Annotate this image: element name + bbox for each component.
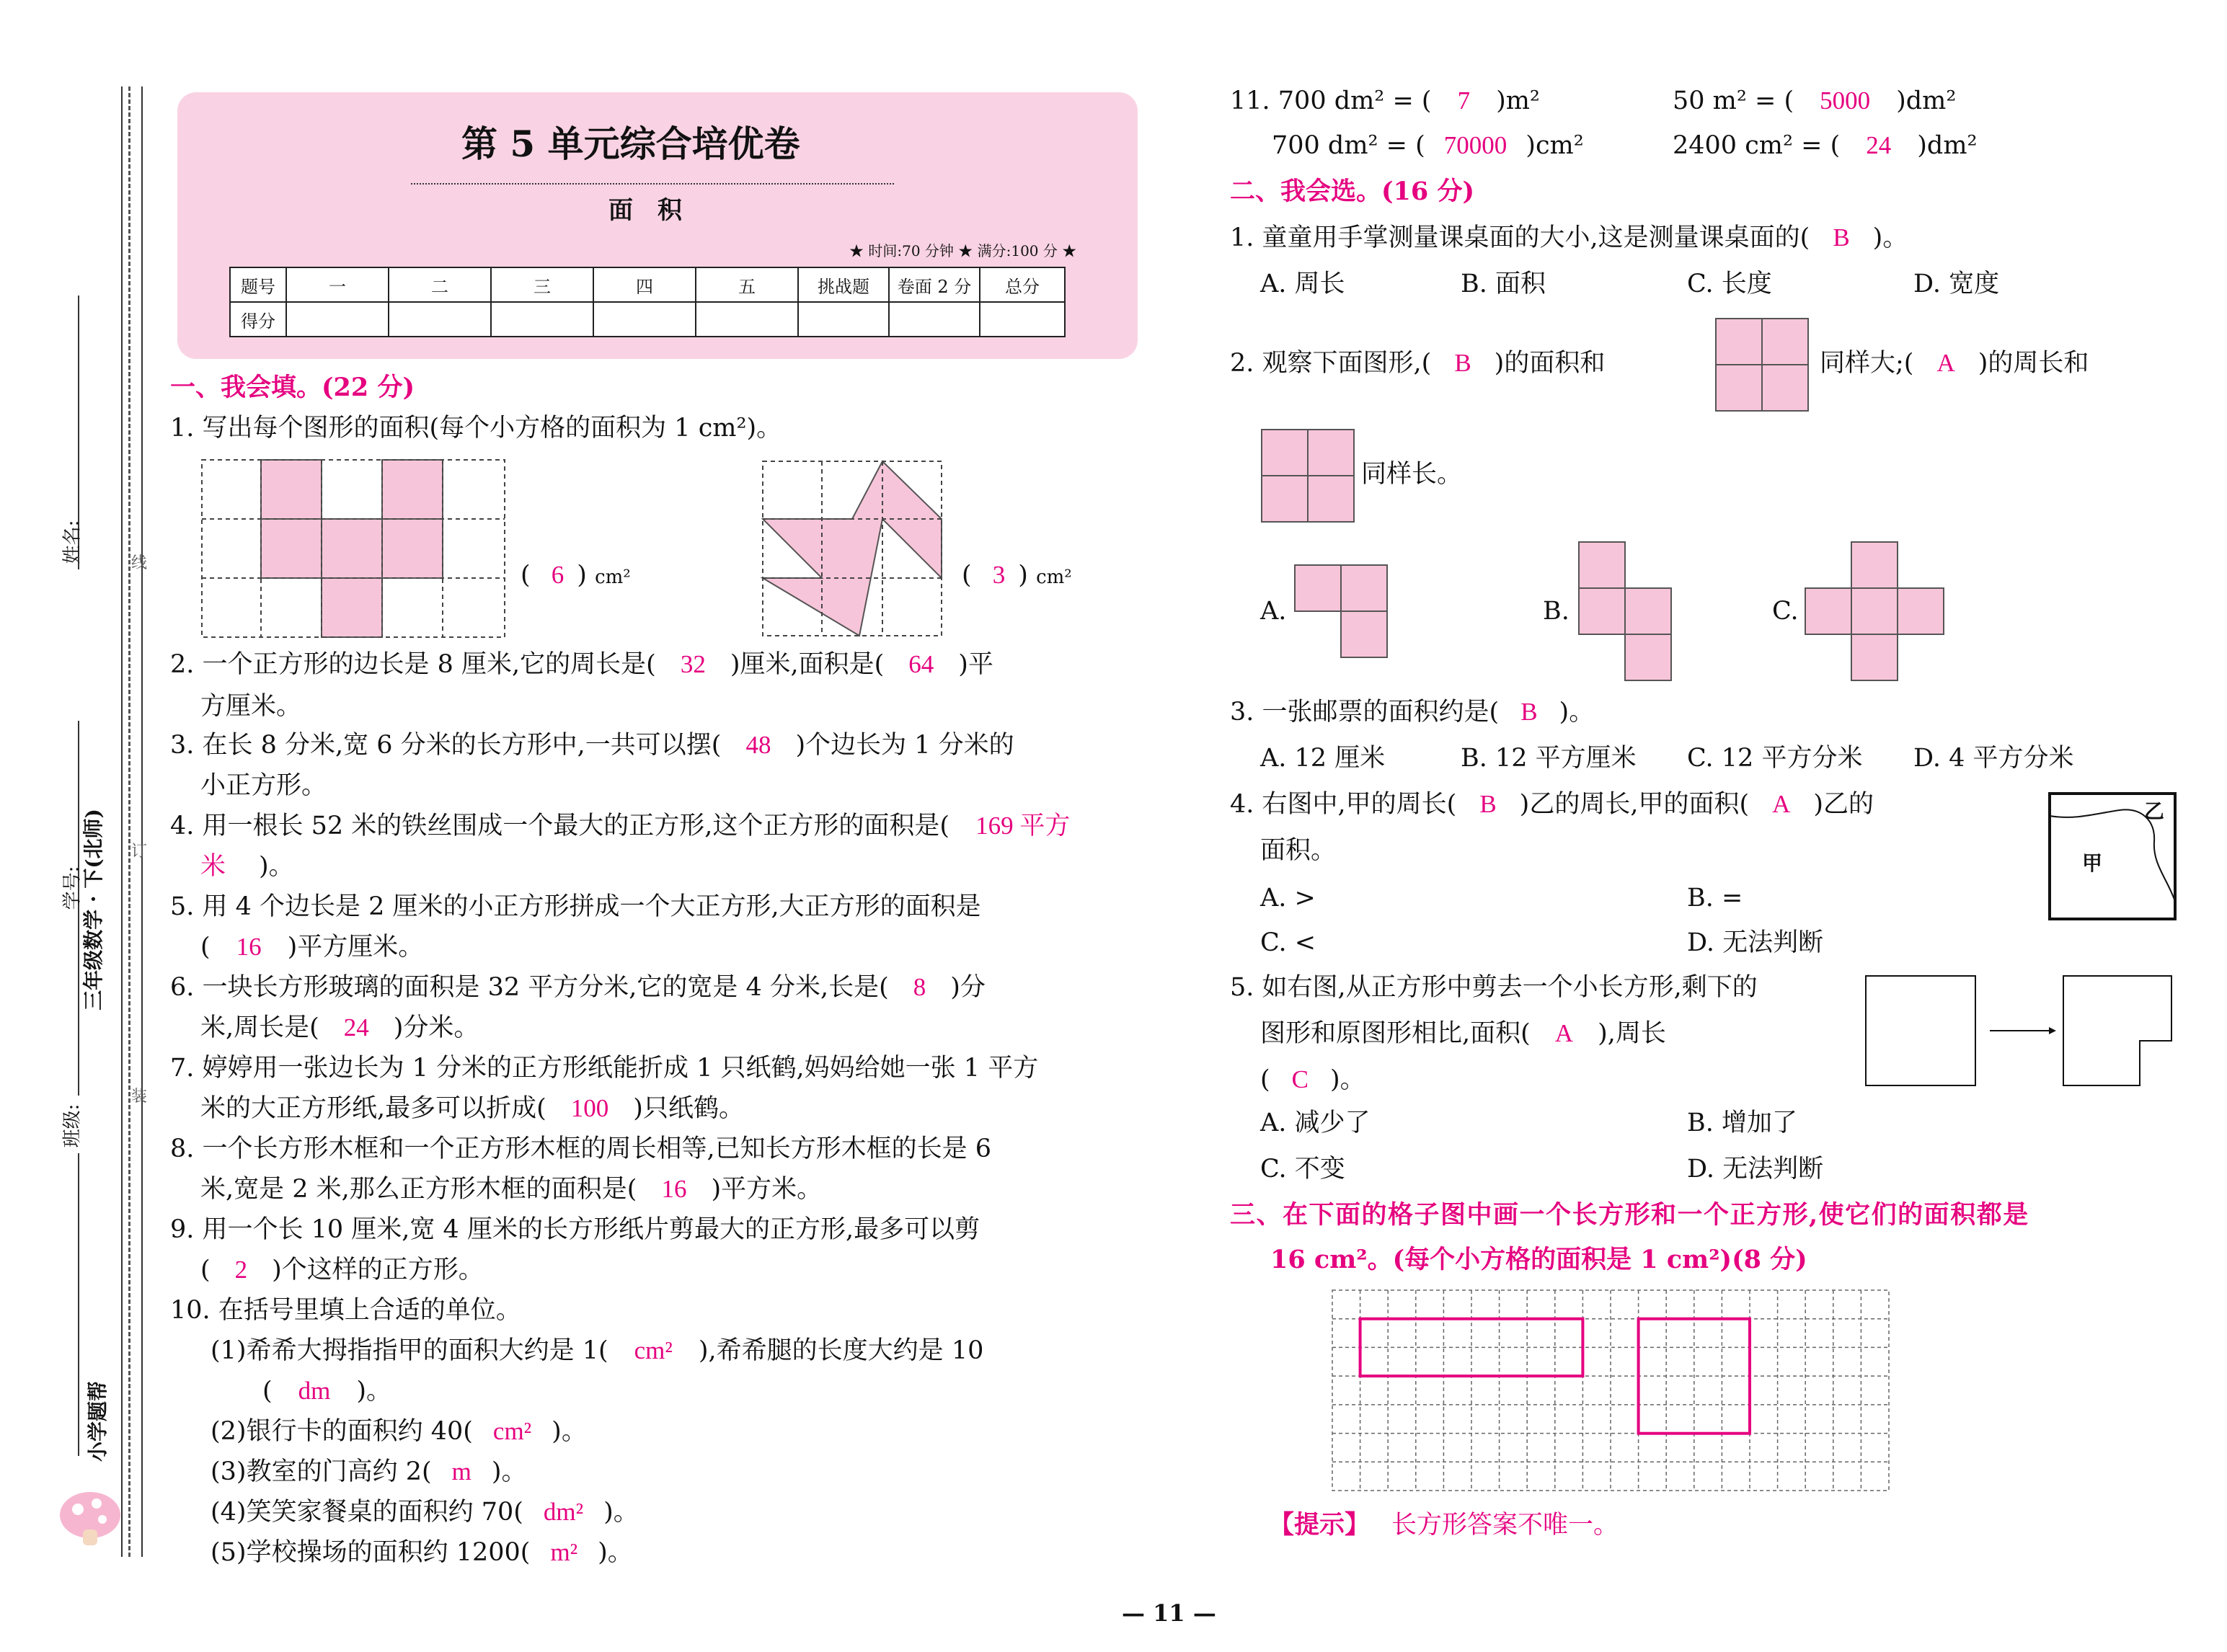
text: ( xyxy=(1260,1065,1270,1094)
score-header: 一 xyxy=(286,267,389,302)
q2-2-square-icon-2 xyxy=(1260,428,1357,525)
answer: m² xyxy=(550,1538,578,1566)
text: )的周长和 xyxy=(1978,349,2089,378)
brand-label: 小学题帮 xyxy=(86,1380,110,1462)
q2-3-opt-b[interactable]: B. 12 平方厘米 xyxy=(1461,744,1637,773)
text: )个这样的正方形。 xyxy=(272,1256,484,1284)
hint-label: 【提示】 xyxy=(1269,1510,1371,1540)
text: 米的大正方形纸,最多可以折成( xyxy=(200,1094,546,1123)
section-1-heading: 一、我会填。(22 分) xyxy=(170,373,415,402)
q2-3-opt-d[interactable]: D. 4 平方分米 xyxy=(1913,744,2074,773)
hint-text: 长方形答案不唯一。 xyxy=(1391,1511,1619,1540)
student-id-label: 学号: xyxy=(61,866,84,910)
text: ( xyxy=(200,933,211,962)
text: )。 xyxy=(356,1377,392,1405)
q1-figure-1 xyxy=(200,458,510,639)
q2-4-opt-a[interactable]: A. > xyxy=(1260,884,1316,912)
text: 11. 700 dm² = ( xyxy=(1230,86,1432,115)
q1-10: 10. 在括号里填上合适的单位。 xyxy=(170,1296,521,1325)
score-header: 五 xyxy=(696,267,798,302)
text: (4)笑笑家餐桌的面积约 70( xyxy=(211,1498,523,1527)
answer: A xyxy=(1554,1019,1574,1047)
answer: m xyxy=(451,1457,471,1486)
answer: cm² xyxy=(634,1336,673,1364)
text: )分 xyxy=(950,973,986,1002)
text: )。 xyxy=(1559,698,1595,727)
score-cell[interactable] xyxy=(491,302,593,337)
q1-10-5 xyxy=(211,1537,633,1568)
q1-6 xyxy=(170,972,986,1003)
text: (1)希希大拇指指甲的面积大约是 1( xyxy=(211,1336,608,1365)
q2-3-opt-a[interactable]: A. 12 厘米 xyxy=(1260,744,1386,773)
q1-4 xyxy=(170,810,1070,842)
mushroom-logo xyxy=(50,1485,130,1550)
text: ( xyxy=(200,1256,211,1284)
answer: 32 xyxy=(680,650,706,678)
page-number: — 11 — xyxy=(1122,1599,1216,1627)
q1-figure-2 xyxy=(760,458,947,639)
text: )平方米。 xyxy=(711,1175,823,1204)
score-table xyxy=(229,267,1066,337)
cut-char-3: 装 xyxy=(131,1088,148,1106)
text: )。 xyxy=(259,852,294,881)
q2-2 xyxy=(1230,347,1605,379)
q1-7-cont xyxy=(200,1093,744,1124)
answer: 8 xyxy=(913,973,926,1001)
answer: A xyxy=(1936,349,1955,377)
answer: 64 xyxy=(908,650,934,678)
q1-10-3 xyxy=(211,1456,527,1488)
q2-1 xyxy=(1230,222,1908,254)
score-cell[interactable] xyxy=(696,302,798,337)
text: )。 xyxy=(552,1417,587,1446)
q2-3 xyxy=(1230,696,1594,728)
q2-2-cont xyxy=(1820,347,2089,379)
text: 4. 右图中,甲的周长( xyxy=(1230,790,1457,819)
text: 6. 一块长方形玻璃的面积是 32 平方分米,它的宽是 4 分米,长是( xyxy=(170,973,889,1002)
q1-11-c xyxy=(1272,130,1584,161)
q2-2-opt-a[interactable]: A. xyxy=(1260,597,1287,626)
q2-1-opt-d[interactable]: D. 宽度 xyxy=(1913,270,2000,298)
q1-5: 5. 用 4 个边长是 2 厘米的小正方形拼成一个大正方形,大正方形的面积是 xyxy=(170,892,981,921)
text: 3. 一张邮票的面积约是( xyxy=(1230,698,1500,727)
text: )个边长为 1 分米的 xyxy=(795,731,1014,760)
text: (5)学校操场的面积约 1200( xyxy=(211,1538,531,1567)
text: )。 xyxy=(598,1538,633,1567)
score-header: 三 xyxy=(491,267,593,302)
answer: C xyxy=(1291,1065,1309,1093)
q1-11-d xyxy=(1673,130,1978,161)
q2-5-cont xyxy=(1260,1018,1666,1049)
answer: A xyxy=(1772,790,1791,818)
q1-4-cont xyxy=(200,851,294,882)
text: 2. 观察下面图形,( xyxy=(1230,349,1432,378)
q2-5-opt-b[interactable]: B. 增加了 xyxy=(1687,1109,1797,1137)
text: )平 xyxy=(958,650,993,679)
q1-10-2 xyxy=(211,1416,587,1447)
text: )乙的 xyxy=(1813,790,1874,819)
score-cell[interactable] xyxy=(889,302,980,337)
answer: 48 xyxy=(745,731,771,759)
q2-2-cont2: 同样长。 xyxy=(1361,460,1463,489)
score-header: 二 xyxy=(389,267,491,302)
answer: 5000 xyxy=(1820,86,1871,115)
score-row-label: 得分 xyxy=(230,302,286,337)
q2-2-opt-b[interactable]: B. xyxy=(1543,597,1569,626)
score-cell[interactable] xyxy=(798,302,889,337)
text: )cm² xyxy=(1526,131,1584,160)
answer: 16 xyxy=(236,933,262,961)
text: )dm² xyxy=(1917,131,1978,160)
q2-5-opt-d[interactable]: D. 无法判断 xyxy=(1687,1155,1824,1184)
q2-2-square-icon xyxy=(1714,317,1811,414)
answer: 24 xyxy=(343,1013,369,1042)
q2-2-shape-c xyxy=(1804,541,1947,683)
page-title: 第 5 单元综合培优卷 xyxy=(461,123,800,165)
q1-5-cont xyxy=(200,931,423,963)
q1-10-4 xyxy=(211,1496,639,1528)
q1-10-1 xyxy=(211,1335,983,1367)
q2-4-cont: 面积。 xyxy=(1260,836,1337,865)
book-label: 三年级数学 · 下(北师) xyxy=(81,809,105,1011)
answer: 70000 xyxy=(1443,131,1507,159)
q2-2-shape-a xyxy=(1293,564,1390,660)
q2-4 xyxy=(1230,789,1874,820)
q1-1-answer-2: ( 3 ) cm² xyxy=(962,561,1072,590)
answer: dm² xyxy=(543,1498,584,1526)
cut-char-1: 线 xyxy=(131,554,148,572)
name-label: 姓名: xyxy=(61,520,84,564)
answer: cm² xyxy=(492,1417,532,1445)
answer: 3 xyxy=(992,561,1006,589)
score-header: 卷面 2 分 xyxy=(889,267,980,302)
text: 1. 童童用手掌测量课桌面的大小,这是测量课桌面的( xyxy=(1230,223,1810,252)
answer: 169 平方 xyxy=(975,812,1071,840)
q2-2-opt-c[interactable]: C. xyxy=(1772,597,1799,626)
q2-4-opt-d[interactable]: D. 无法判断 xyxy=(1687,928,1824,957)
q2-2-shape-b xyxy=(1577,541,1674,683)
score-cell[interactable] xyxy=(593,302,696,337)
text: 2400 cm² = ( xyxy=(1673,131,1841,160)
q2-5-cont2 xyxy=(1260,1064,1365,1096)
answer: B xyxy=(1454,349,1471,377)
q2-5: 5. 如右图,从正方形中剪去一个小长方形,剩下的 xyxy=(1230,973,1758,1002)
answer: 2 xyxy=(234,1256,248,1284)
q1-3 xyxy=(170,729,1014,761)
section-3-heading: 三、在下面的格子图中画一个长方形和一个正方形,使它们的面积都是 xyxy=(1230,1200,2029,1230)
answer: dm xyxy=(298,1377,331,1405)
q2-4-label-yi: 乙 xyxy=(2144,799,2165,823)
score-header: 四 xyxy=(593,267,696,302)
q1-11-a xyxy=(1230,85,1540,117)
q1-3-cont: 小正方形。 xyxy=(200,771,327,800)
text: ),周长 xyxy=(1598,1019,1666,1048)
answer: 24 xyxy=(1866,131,1892,159)
text: ( xyxy=(262,1377,273,1405)
section-3-heading-cont: 16 cm²。(每个小方格的面积是 1 cm²)(8 分) xyxy=(1270,1245,1807,1274)
q1-8: 8. 一个长方形木框和一个正方形木框的周长相等,已知长方形木框的长是 6 xyxy=(170,1134,992,1163)
text: 米,宽是 2 米,那么正方形木框的面积是( xyxy=(200,1175,637,1204)
score-header: 题号 xyxy=(230,267,286,302)
text: (2)银行卡的面积约 40( xyxy=(211,1417,473,1446)
text: 4. 用一根长 52 米的铁丝围成一个最大的正方形,这个正方形的面积是( xyxy=(170,812,950,840)
q2-1-opt-b[interactable]: B. 面积 xyxy=(1461,270,1546,298)
text: )的面积和 xyxy=(1494,349,1606,378)
text: )。 xyxy=(603,1498,639,1527)
q1-9-cont xyxy=(200,1254,484,1286)
score-cell[interactable] xyxy=(389,302,491,337)
answer: B xyxy=(1520,698,1538,726)
text: ),希希腿的长度大约是 10 xyxy=(698,1336,984,1365)
text: )平方厘米。 xyxy=(287,933,424,962)
answer: 6 xyxy=(551,561,565,589)
q1-2-cont: 方厘米。 xyxy=(200,692,302,721)
q2-3-opt-c[interactable]: C. 12 平方分米 xyxy=(1687,744,1863,773)
answer: B xyxy=(1479,790,1497,818)
text: 50 m² = ( xyxy=(1673,86,1794,115)
unit: cm² xyxy=(595,567,631,588)
text: )厘米,面积是( xyxy=(730,650,885,679)
text: 700 dm² = ( xyxy=(1272,131,1425,160)
q2-4-opt-c[interactable]: C. < xyxy=(1260,928,1316,957)
grid-drawing xyxy=(1331,1289,1893,1495)
q2-4-label-jia: 甲 xyxy=(2082,851,2103,875)
q1-10-1-cont xyxy=(262,1375,391,1407)
answer: 7 xyxy=(1457,86,1471,115)
q1-2 xyxy=(170,649,993,680)
text: )dm² xyxy=(1896,86,1957,115)
text: )。 xyxy=(491,1457,527,1486)
text: )。 xyxy=(1330,1065,1365,1094)
score-header: 挑战题 xyxy=(798,267,889,302)
answer: 100 xyxy=(570,1094,609,1122)
text: 3. 在长 8 分米,宽 6 分米的长方形中,一共可以摆( xyxy=(170,731,722,760)
q2-1-opt-a[interactable]: A. 周长 xyxy=(1260,270,1345,298)
q2-5-opt-a[interactable]: A. 减少了 xyxy=(1260,1109,1371,1137)
text: 2. 一个正方形的边长是 8 厘米,它的周长是( xyxy=(170,650,656,679)
answer: 16 xyxy=(661,1175,687,1203)
section-2-heading: 二、我会选。(16 分) xyxy=(1230,177,1475,206)
text: )。 xyxy=(1872,223,1908,252)
text: 米,周长是( xyxy=(200,1013,319,1042)
unit: cm² xyxy=(1036,567,1072,588)
text: )乙的周长,甲的面积( xyxy=(1519,790,1750,819)
q1-1-text: 1. 写出每个图形的面积(每个小方格的面积为 1 cm²)。 xyxy=(170,414,782,443)
text: 图形和原图形相比,面积( xyxy=(1260,1019,1531,1048)
q2-1-opt-c[interactable]: C. 长度 xyxy=(1687,270,1772,298)
exam-meta: ★ 时间:70 分钟 ★ 满分:100 分 ★ xyxy=(849,242,1077,259)
text: 同样大;( xyxy=(1820,349,1914,378)
page-subtitle: 面 积 xyxy=(608,196,682,225)
q1-11-b xyxy=(1673,85,1956,117)
answer: B xyxy=(1833,223,1850,252)
answer: 米 xyxy=(200,852,226,880)
q2-5-figure xyxy=(1860,973,2177,1090)
text: (3)教室的门高约 2( xyxy=(211,1457,432,1486)
score-cell[interactable] xyxy=(980,302,1065,337)
cut-char-2: 订 xyxy=(131,843,148,861)
score-header: 总分 xyxy=(980,267,1065,302)
hint xyxy=(1269,1509,1619,1541)
text: )m² xyxy=(1496,86,1540,115)
q1-1-answer-1: ( 6 ) cm² xyxy=(521,561,631,590)
class-label: 班级: xyxy=(61,1103,84,1148)
q1-9: 9. 用一个长 10 厘米,宽 4 厘米的长方形纸片剪最大的正方形,最多可以剪 xyxy=(170,1215,980,1244)
text: )分米。 xyxy=(393,1013,479,1042)
q1-6-cont xyxy=(200,1012,479,1044)
q1-8-cont xyxy=(200,1173,822,1205)
score-cell[interactable] xyxy=(286,302,389,337)
q2-5-opt-c[interactable]: C. 不变 xyxy=(1260,1155,1345,1184)
q2-4-opt-b[interactable]: B. = xyxy=(1687,884,1743,912)
q1-7: 7. 婷婷用一张边长为 1 分米的正方形纸能折成 1 只纸鹤,妈妈给她一张 1 平方 xyxy=(170,1054,1039,1083)
text: )只纸鹤。 xyxy=(633,1094,744,1123)
